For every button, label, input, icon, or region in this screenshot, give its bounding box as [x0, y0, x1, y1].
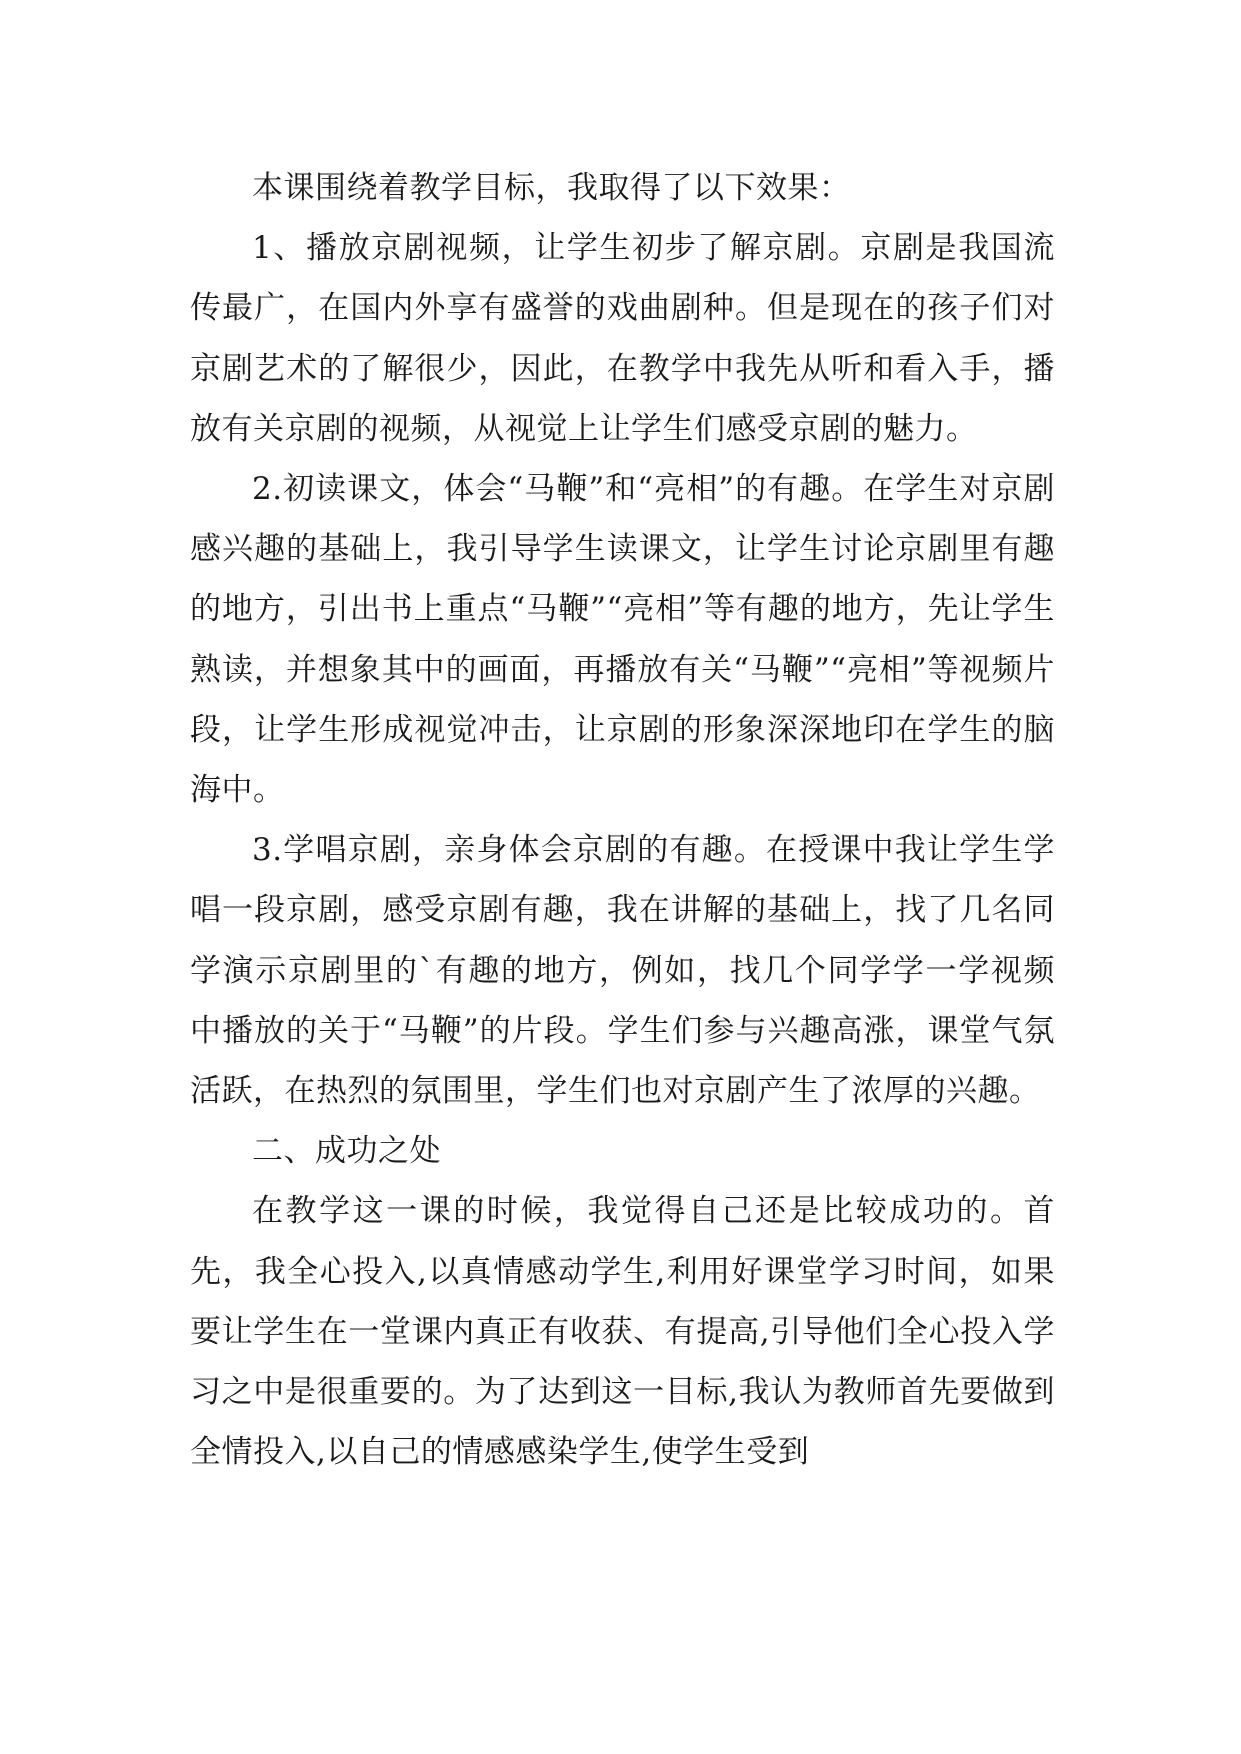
paragraph-point-3: 3.学唱京剧，亲身体会京剧的有趣。在授课中我让学生学唱一段京剧，感受京剧有趣，我在讲解的基础上，找了几名同学演示京剧里的`有趣的地方，例如，找几个同学学一学视频中播放的关于“马鞭”的片段。学生们参与兴趣高涨，课堂气氛活跃，在热烈的氛围里，学生们也对京剧产生了浓厚的兴趣。 — [190, 832, 1055, 1110]
paragraph-success: 在教学这一课的时候，我觉得自己还是比较成功的。首先，我全心投入,以真情感动学生,利用好课堂学习时间，如果要让学生在一堂课内真正有收获、有提高,引导他们全心投入学习之中是很重要的。为了达到这一目标,我认为教师首先要做到全情投入,以自己的情感感染学生,使学生受到 — [190, 1193, 1055, 1471]
paragraph-point-1: 1、播放京剧视频，让学生初步了解京剧。京剧是我国流传最广，在国内外享有盛誉的戏曲剧种。但是现在的孩子们对京剧艺术的了解很少，因此，在教学中我先从听和看入手，播放有关京剧的视频，从视觉上让学生们感受京剧的魅力。 — [190, 230, 1055, 447]
document-body — [190, 158, 1055, 1482]
paragraph-point-2: 2.初读课文，体会“马鞭”和“亮相”的有趣。在学生对京剧感兴趣的基础上，我引导学生读课文，让学生讨论京剧里有趣的地方，引出书上重点“马鞭”“亮相”等有趣的地方，先让学生熟读，并想象其中的画面，再播放有关“马鞭”“亮相”等视频片段，让学生形成视觉冲击，让京剧的形象深深地印在学生的脑海中。 — [190, 471, 1055, 809]
section-heading-success: 二、成功之处 — [252, 1133, 441, 1170]
paragraph-intro: 本课围绕着教学目标，我取得了以下效果： — [252, 170, 851, 206]
